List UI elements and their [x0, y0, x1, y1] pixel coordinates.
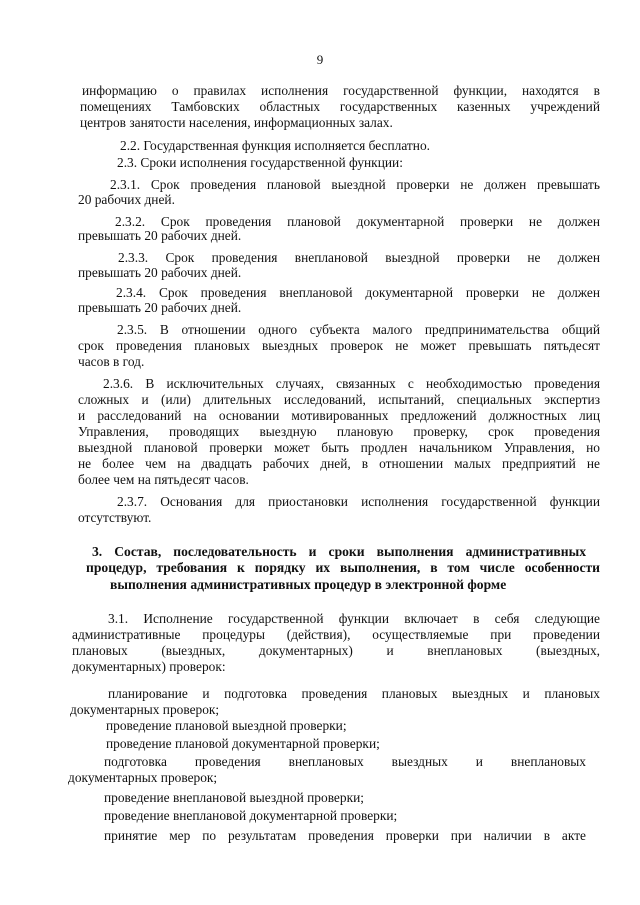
- text-line: отсутствуют.: [78, 510, 152, 525]
- text-line: плановых (выездных, документарных) и внеплановых (выездных,: [72, 643, 600, 658]
- text-line: 2.3.5. В отношении одного субъекта малого предпринимательства общий: [117, 322, 600, 337]
- text-line: срок проведения плановых выездных проверок не может превышать пятьдесят: [78, 338, 600, 353]
- text-line: не более чем на двадцать рабочих дней, в отношении малых предприятий не: [78, 456, 600, 471]
- list-item: планирование и подготовка проведения плановых выездных и плановых: [108, 686, 600, 701]
- list-item: проведение плановой выездной проверки;: [106, 718, 347, 733]
- text-line: административные процедуры (действия), осуществляемые при проведении: [72, 627, 600, 642]
- text-line: выездной плановой проверки может быть продлен начальником Управления, но: [78, 440, 600, 455]
- text-line: 2.3.3. Срок проведения внеплановой выездной проверки не должен: [118, 250, 600, 265]
- text-line: превышать 20 рабочих дней.: [78, 300, 242, 315]
- text-line: 2.3.1. Срок проведения плановой выездной проверки не должен превышать: [110, 177, 600, 192]
- list-item: подготовка проведения внеплановых выездных и внеплановых: [104, 754, 586, 769]
- section-heading-line: выполнения административных процедур в электронной форме: [110, 577, 507, 592]
- text-line: часов в год.: [78, 354, 145, 369]
- text-line: Управления, проводящих выездную плановую проверку, срок проведения: [78, 424, 600, 439]
- text-line: 2.3.2. Срок проведения плановой документарной проверки не должен: [115, 214, 600, 229]
- list-item: проведение внеплановой документарной проверки;: [104, 808, 398, 823]
- page-number: 9: [316, 52, 324, 67]
- text-line: 2.3. Сроки исполнения государственной функции:: [117, 155, 403, 170]
- section-heading-line: 3. Состав, последовательность и сроки выполнения административных: [92, 544, 586, 559]
- list-item: проведение внеплановой выездной проверки;: [104, 790, 364, 805]
- text-line: превышать 20 рабочих дней.: [78, 265, 242, 280]
- list-item-continued: документарных проверок;: [68, 770, 218, 785]
- section-heading-line: процедур, требования к порядку их выполнения, в том числе особенности: [86, 560, 600, 575]
- text-line: превышать 20 рабочих дней.: [78, 228, 242, 243]
- text-line: 3.1. Исполнение государственной функции включает в себя следующие: [108, 611, 600, 626]
- text-line: более чем на пятьдесят часов.: [78, 472, 249, 487]
- text-line: информацию о правилах исполнения государственной функции, находятся в: [82, 83, 600, 98]
- text-line: 2.2. Государственная функция исполняется бесплатно.: [120, 138, 430, 153]
- text-line: 2.3.7. Основания для приостановки исполнения государственной функции: [117, 494, 600, 509]
- text-line: сложных и (или) длительных исследований, испытаний, специальных экспертиз: [78, 392, 600, 407]
- list-item-continued: документарных проверок;: [70, 702, 220, 717]
- text-line: 2.3.4. Срок проведения внеплановой документарной проверки не должен: [116, 285, 600, 300]
- list-item: проведение плановой документарной проверки;: [106, 736, 380, 751]
- text-line: 20 рабочих дней.: [78, 192, 175, 207]
- text-line: и расследований на основании мотивированных предложений должностных лиц: [78, 408, 600, 423]
- text-line: центров занятости населения, информационных залах.: [80, 115, 393, 130]
- text-line: 2.3.6. В исключительных случаях, связанных с необходимостью проведения: [103, 376, 600, 391]
- list-item: принятие мер по результатам проведения проверки при наличии в акте: [104, 828, 586, 843]
- text-line: помещениях Тамбовских областных государственных казенных учреждений: [80, 99, 600, 114]
- text-line: документарных) проверок:: [72, 659, 226, 674]
